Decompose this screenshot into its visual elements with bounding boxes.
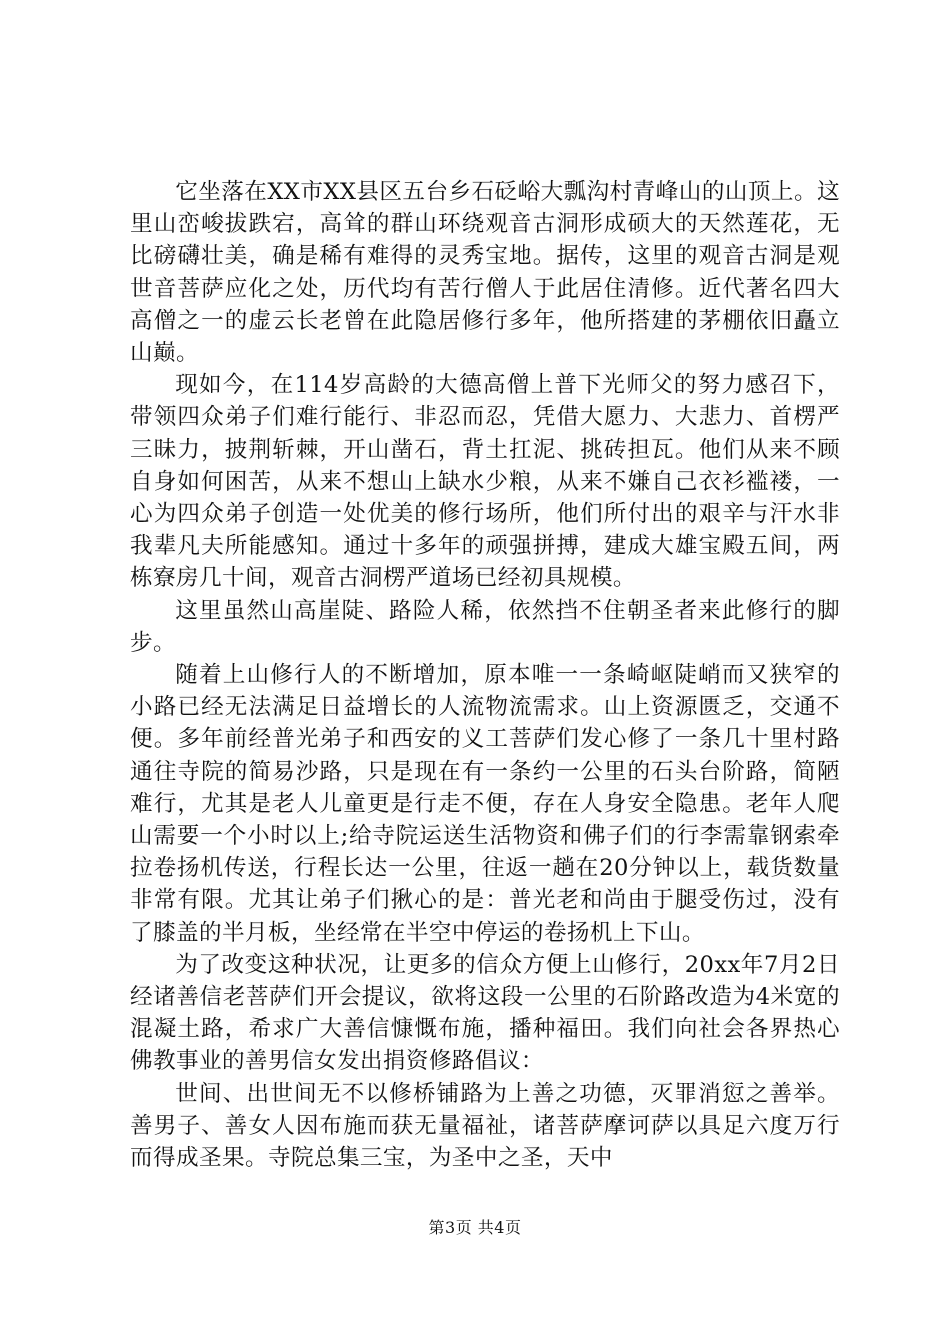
- page-number-footer: 第3页 共4页: [428, 1218, 522, 1237]
- paragraph-proposal: 为了改变这种状况，让更多的信众方便上山修行，20xx年7月2日经诸善信老菩萨们开会提议，欲将这段一公里的石阶路改造为4米宽的混凝土路，希求广大善信慷慨布施，播种福田。我们向社会各界热心佛教事业的善男信女发出捐资修路倡议：: [130, 951, 840, 1075]
- paragraph-merit: 世间、出世间无不以修桥铺路为上善之功德，灭罪消愆之善举。善男子、善女人因布施而获无量福祉，诸菩萨摩诃萨以具足六度万行而得成圣果。寺院总集三宝，为圣中之圣，天中: [130, 1080, 840, 1172]
- paragraph-location: 它坐落在XX市XX县区五台乡石砭峪大瓢沟村青峰山的山顶上。这里山峦峻拔跌宕，高耸的群山环绕观音古洞形成硕大的天然莲花，无比磅礴壮美，确是稀有难得的灵秀宝地。据传，这里的观音古洞是观世音菩萨应化之处，历代均有苦行僧人于此居住清修。近代著名四大高僧之一的虚云长老曾在此隐居修行多年，他所搭建的茅棚依旧矗立山巅。: [130, 179, 840, 367]
- paragraph-history: 现如今，在114岁高龄的大德高僧上普下光师父的努力感召下，带领四众弟子们难行能行、非忍而忍，凭借大愿力、大悲力、首楞严三昧力，披荆斩棘，开山凿石，背土扛泥、挑砖担瓦。他们从来不顾自身如何困苦，从来不想山上缺水少粮，从来不嫌自己衣衫褴褛，一心为四众弟子创造一处优美的修行场所，他们所付出的艰辛与汗水非我辈凡夫所能感知。通过十多年的顽强拼搏，建成大雄宝殿五间，两栋寮房几十间，观音古洞楞严道场已经初具规模。: [130, 372, 840, 592]
- paragraph-pilgrims: 这里虽然山高崖陡、路险人稀，依然挡不住朝圣者来此修行的脚步。: [130, 597, 840, 656]
- paragraph-road-problem: 随着上山修行人的不断增加，原本唯一一条崎岖陡峭而又狭窄的小路已经无法满足日益增长的人流物流需求。山上资源匮乏，交通不便。多年前经普光弟子和西安的义工菩萨们发心修了一条几十里村路通往寺院的简易沙路，只是现在有一条约一公里的石头台阶路，简陋难行，尤其是老人儿童更是行走不便，存在人身安全隐患。老年人爬山需要一个小时以上;给寺院运送生活物资和佛子们的行李需靠钢索牵拉卷扬机传送，行程长达一公里，往返一趟在20分钟以上，载货数量非常有限。尤其让弟子们揪心的是：普光老和尚由于腿受伤过，没有了膝盖的半月板，坐经常在半空中停运的卷扬机上下山。: [130, 662, 840, 946]
- document-body: [130, 176, 840, 1174]
